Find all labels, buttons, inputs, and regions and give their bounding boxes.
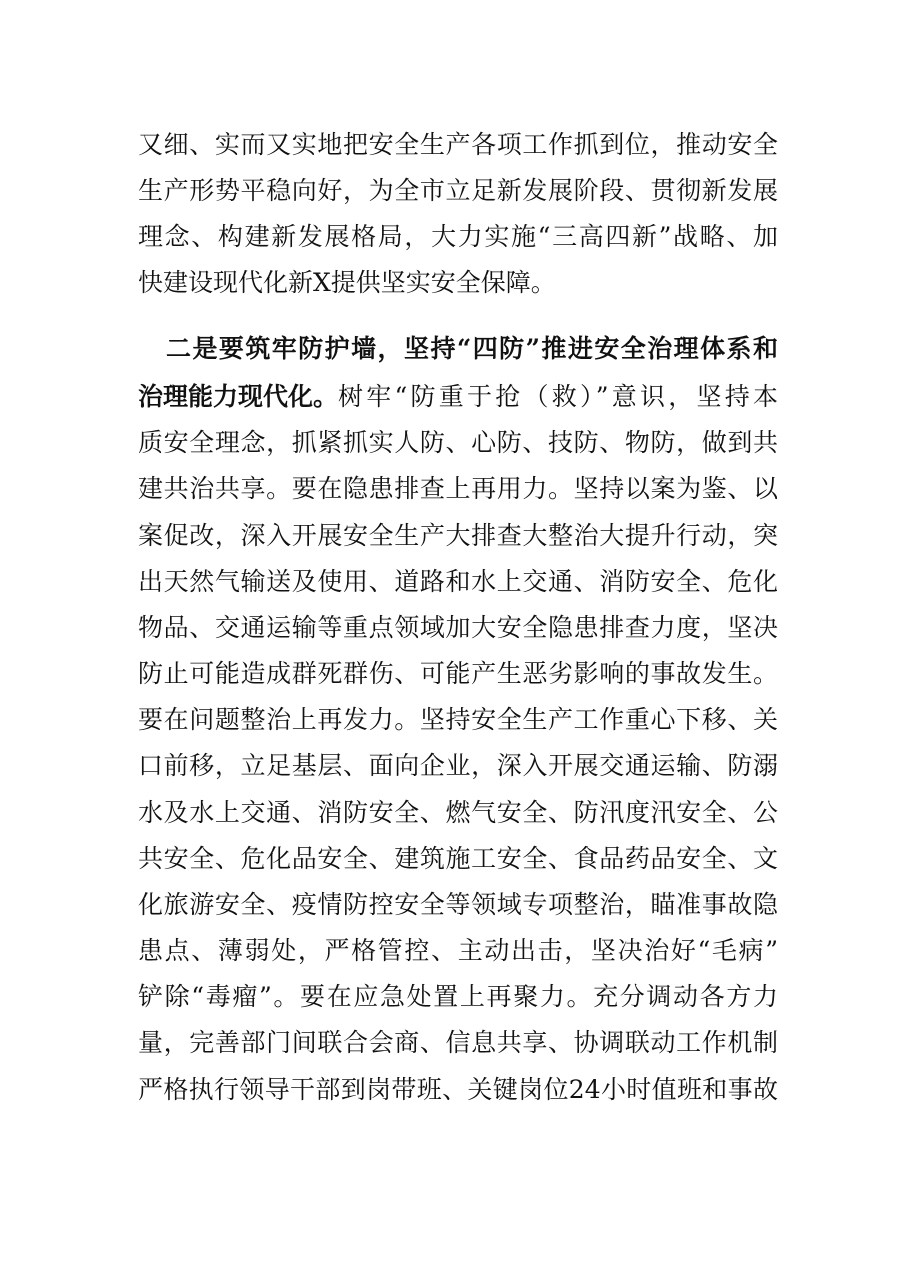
paragraph-line: 又细、实而又实地把安全生产各项工作抓到位，推动安全 xyxy=(138,130,778,159)
paragraph-line: 口前移，立足基层、面向企业，深入开展交通运输、防溺 xyxy=(138,751,778,780)
paragraph-line: 建共治共享。要在隐患排查上再用力。坚持以案为鉴、以 xyxy=(138,474,778,503)
paragraph-heading: 二是要筑牢防护墙，坚持“四防”推进安全治理体系和 xyxy=(166,334,778,363)
paragraph-line: 水及水上交通、消防安全、燃气安全、防汛度汛安全、公 xyxy=(138,798,778,827)
paragraph-line: 质安全理念，抓紧抓实人防、心防、技防、物防，做到共 xyxy=(138,428,778,457)
paragraph-line: 生产形势平稳向好，为全市立足新发展阶段、贯彻新发展 xyxy=(138,176,778,205)
paragraph-line: 严格执行领导干部到岗带班、关键岗位24小时值班和事故 xyxy=(138,1075,778,1104)
heading-rest-text: 树牢“防重于抢（救）”意识，坚持本 xyxy=(338,382,778,411)
paragraph-line: 案促改，深入开展安全生产大排查大整治大提升行动，突 xyxy=(138,521,778,550)
paragraph-line: 理念、构建新发展格局，大力实施“三高四新”战略、加 xyxy=(138,222,778,251)
paragraph-line: 量，完善部门间联合会商、信息共享、协调联动工作机制 xyxy=(138,1028,778,1057)
paragraph-line: 要在问题整治上再发力。坚持安全生产工作重心下移、关 xyxy=(138,705,778,734)
paragraph-line: 化旅游安全、疫情防控安全等领域专项整治，瞄准事故隐 xyxy=(138,890,778,919)
paragraph-line: 出天然气输送及使用、道路和水上交通、消防安全、危化 xyxy=(138,567,778,596)
paragraph-line: 防止可能造成群死群伤、可能产生恶劣影响的事故发生。 xyxy=(138,659,778,688)
paragraph-line: 铲除“毒瘤”。要在应急处置上再聚力。充分调动各方力 xyxy=(138,982,778,1011)
paragraph-line: 快建设现代化新X提供坚实安全保障。 xyxy=(138,268,556,297)
paragraph-line: 共安全、危化品安全、建筑施工安全、食品药品安全、文 xyxy=(138,844,778,873)
paragraph-line: 患点、薄弱处，严格管控、主动出击，坚决治好“毛病” xyxy=(138,936,778,965)
heading-bold-text: 治理能力现代化。 xyxy=(138,382,339,411)
paragraph-line xyxy=(138,1118,778,1154)
paragraph-heading-continuation xyxy=(138,379,778,415)
paragraph-line: 物品、交通运输等重点领域加大安全隐患排查力度，坚决 xyxy=(138,613,778,642)
